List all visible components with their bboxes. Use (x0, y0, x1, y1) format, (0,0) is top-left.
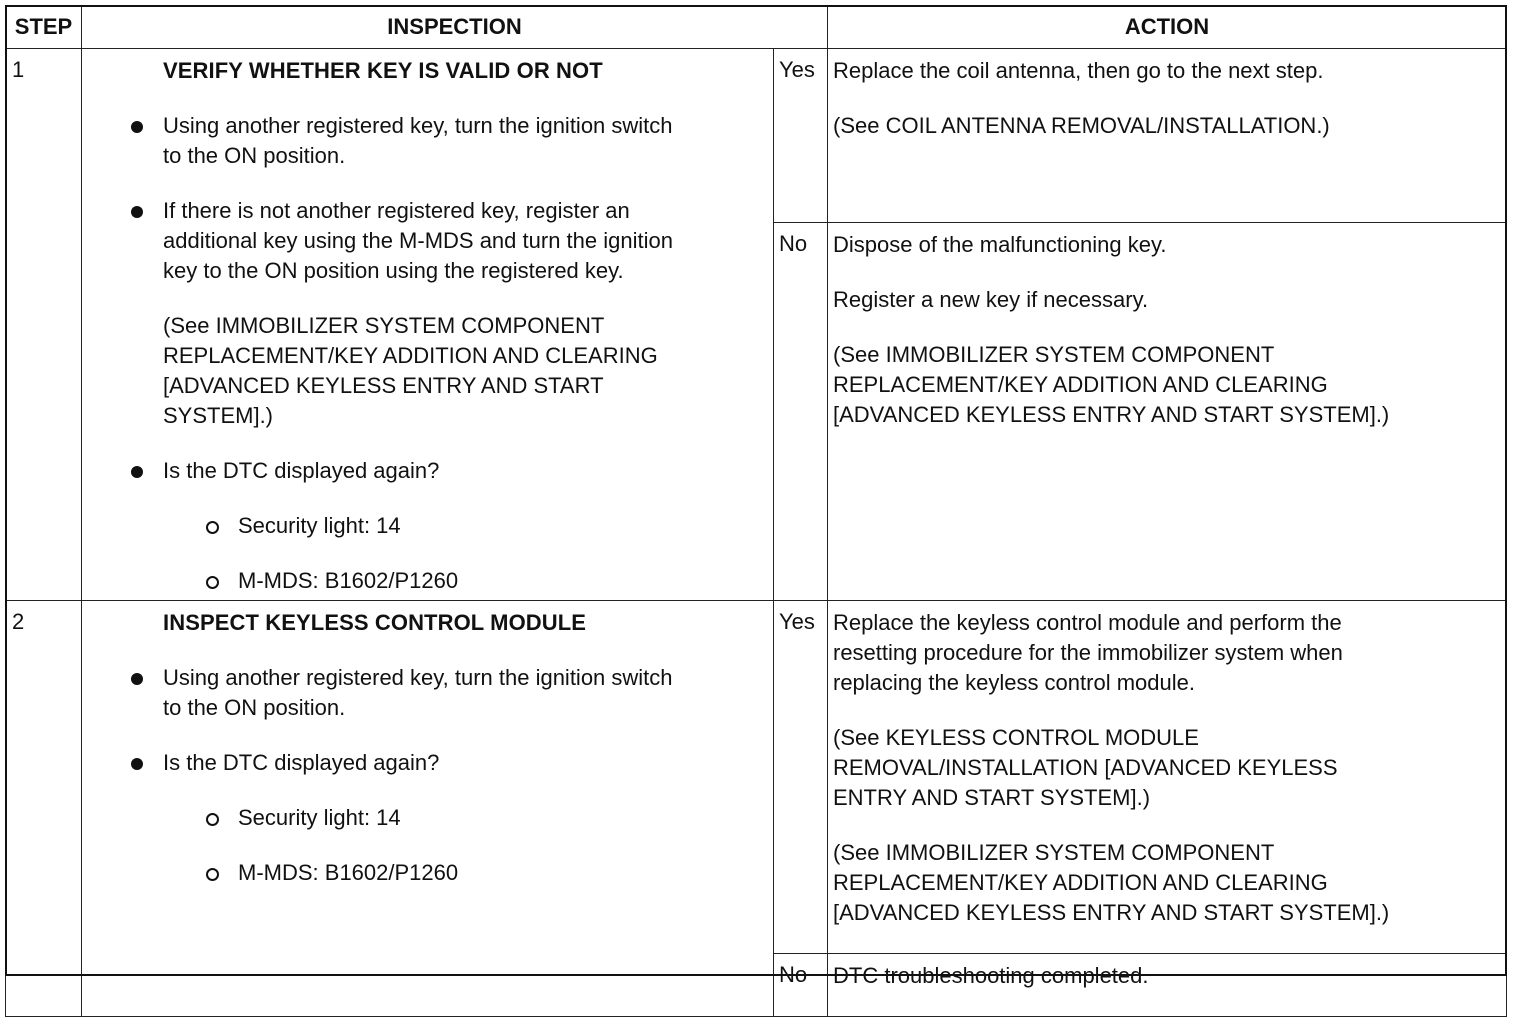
header-inspection: INSPECTION (82, 6, 828, 49)
inspection-bullet (163, 196, 757, 286)
inspection-subitem (238, 803, 757, 833)
table-header-row (6, 6, 1507, 49)
inspection-reference: (See IMMOBILIZER SYSTEM COMPONENT REPLACEMENT/KEY ADDITION AND CLEARING [ADVANCED KEYLESS ENTRY AND START SYSTEM].) (163, 313, 658, 428)
step-number: 1 (6, 49, 82, 601)
subitem-text: M-MDS: B1602/P1260 (238, 860, 459, 885)
bullet-icon (131, 206, 143, 218)
subitem-text: Security light: 14 (238, 513, 401, 538)
inspection-bullet (163, 748, 757, 778)
yes-label: Yes (774, 601, 828, 954)
bullet-icon (131, 758, 143, 770)
bullet-icon (131, 673, 143, 685)
inspection-bullet (163, 111, 757, 171)
yes-action-cell (828, 49, 1507, 223)
circle-bullet-icon (206, 576, 219, 589)
inspection-title: VERIFY WHETHER KEY IS VALID OR NOT (163, 58, 603, 83)
header-action: ACTION (828, 6, 1507, 49)
action-text: DTC troubleshooting completed. (833, 963, 1149, 988)
inspection-bullet (163, 663, 757, 723)
no-action-cell (828, 223, 1507, 601)
table-row (6, 49, 1507, 223)
bullet-icon (131, 466, 143, 478)
bullet-text: If there is not another registered key, register an additional key using the M-MDS and turn the ignition key to the ON position using the registered key. (163, 198, 673, 283)
inspection-bullet (163, 456, 757, 486)
troubleshooting-table (5, 5, 1507, 1017)
action-reference: (See KEYLESS CONTROL MODULE REMOVAL/INSTALLATION [ADVANCED KEYLESS ENTRY AND START SYSTEM].) (833, 725, 1338, 810)
inspection-subitem (238, 511, 757, 541)
action-text: Dispose of the malfunctioning key. (833, 232, 1167, 257)
bullet-text: Is the DTC displayed again? (163, 750, 440, 775)
header-step: STEP (6, 6, 82, 49)
subitem-text: M-MDS: B1602/P1260 (238, 568, 459, 593)
no-label: No (774, 954, 828, 1017)
table-row (6, 601, 1507, 954)
inspection-cell (82, 49, 774, 601)
bullet-text: Using another registered key, turn the ignition switch to the ON position. (163, 665, 673, 720)
no-action-cell (828, 954, 1507, 1017)
circle-bullet-icon (206, 868, 219, 881)
circle-bullet-icon (206, 813, 219, 826)
action-text: Replace the keyless control module and perform the resetting procedure for the immobilizer system when replacing the keyless control module. (833, 610, 1343, 695)
yes-label: Yes (774, 49, 828, 223)
action-reference: (See IMMOBILIZER SYSTEM COMPONENT REPLACEMENT/KEY ADDITION AND CLEARING [ADVANCED KEYLESS ENTRY AND START SYSTEM].) (833, 342, 1390, 427)
no-label: No (774, 223, 828, 601)
circle-bullet-icon (206, 521, 219, 534)
subitem-text: Security light: 14 (238, 805, 401, 830)
inspection-cell (82, 601, 774, 1017)
action-text: Register a new key if necessary. (833, 287, 1149, 312)
inspection-subitem (238, 858, 757, 888)
step-number: 2 (6, 601, 82, 1017)
inspection-subitem (238, 566, 757, 596)
inspection-title: INSPECT KEYLESS CONTROL MODULE (163, 610, 587, 635)
action-reference: (See COIL ANTENNA REMOVAL/INSTALLATION.) (833, 113, 1330, 138)
bullet-text: Using another registered key, turn the ignition switch to the ON position. (163, 113, 673, 168)
bullet-icon (131, 121, 143, 133)
bullet-text: Is the DTC displayed again? (163, 458, 440, 483)
yes-action-cell (828, 601, 1507, 954)
action-text: Replace the coil antenna, then go to the next step. (833, 58, 1324, 83)
action-reference: (See IMMOBILIZER SYSTEM COMPONENT REPLACEMENT/KEY ADDITION AND CLEARING [ADVANCED KEYLESS ENTRY AND START SYSTEM].) (833, 840, 1390, 925)
